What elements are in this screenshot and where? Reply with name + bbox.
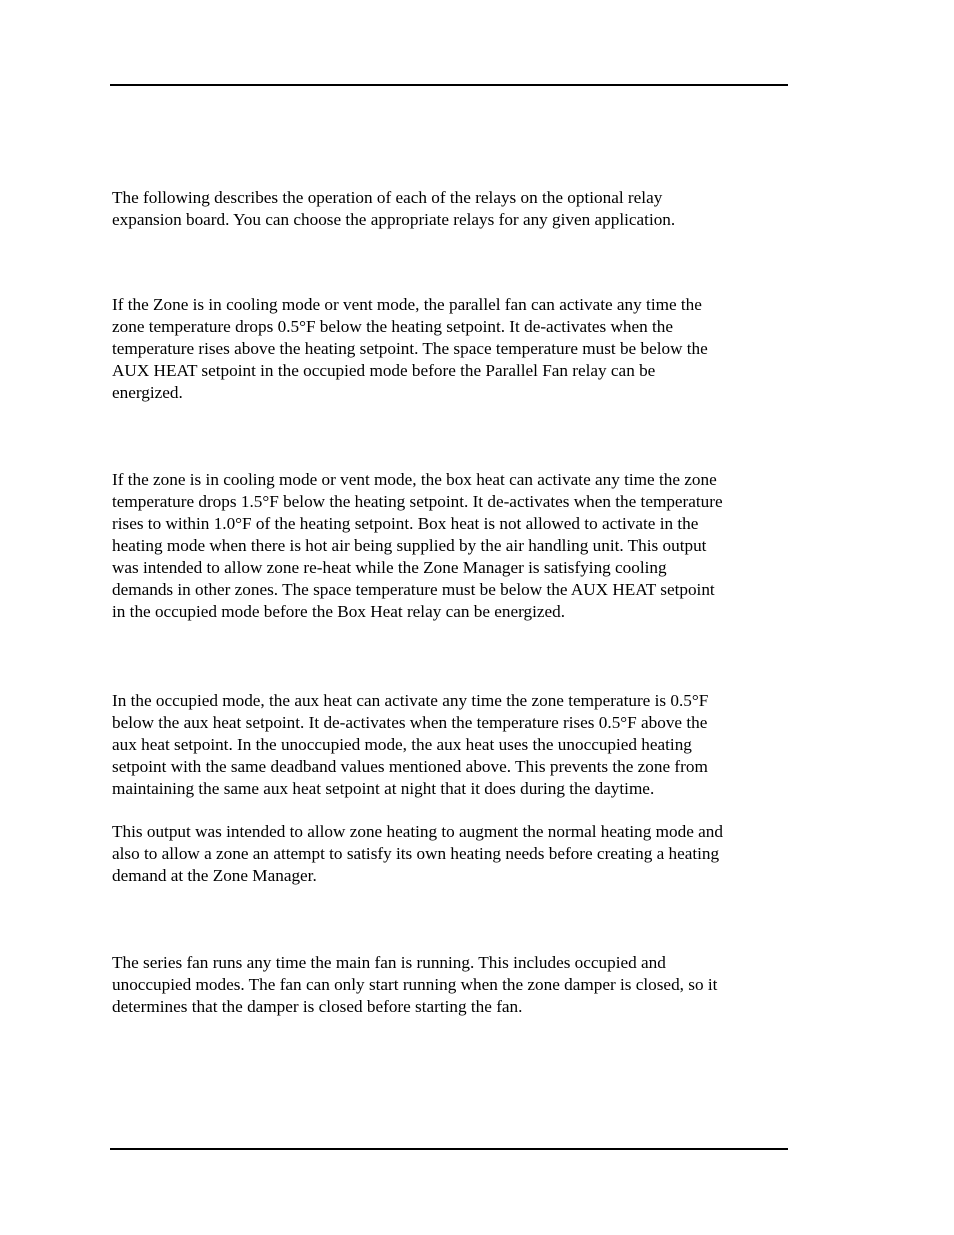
intro-paragraph: The following describes the operation of each of the relays on the optional relay expansion board. You can choose the appropriate relays for any given application. [112,188,676,229]
header-rule [110,84,788,86]
box-heat-paragraph: If the zone is in cooling mode or vent mode, the box heat can activate any time the zone temperature drops 1.5°F below the heating setpoint. It de-activates when the temperature rises to within 1.0°F of the heating setpoint. Box heat is not allowed to activate in the heating mode when there is hot air being supplied by the air handling unit. This output was intended to allow zone re-heat while the Zone Manager is satisfying cooling demands in other zones. The space temperature must be below the AUX HEAT setpoint in the occupied mode before the Box Heat relay can be energized. [112,470,723,621]
aux-heat-paragraph: In the occupied mode, the aux heat can activate any time the zone temperature is 0.5°F below the aux heat setpoint. It de-activates when the temperature rises 0.5°F above the aux heat setpoint. In the unoccupied mode, the aux heat uses the unoccupied heating setpoint with the same deadband values mentioned above. This prevents the zone from maintaining the same aux heat setpoint at night that it does during the daytime. [112,691,709,798]
footer-rule [110,1148,788,1150]
series-fan-paragraph: The series fan runs any time the main fan is running. This includes occupied and unoccupied modes. The fan can only start running when the zone damper is closed, so it determines that the damper is closed before starting the fan. [112,953,718,1016]
aux-heat-purpose-paragraph: This output was intended to allow zone heating to augment the normal heating mode and also to allow a zone an attempt to satisfy its own heating needs before creating a heating demand at the Zone Manager. [112,822,723,885]
parallel-fan-paragraph: If the Zone is in cooling mode or vent mode, the parallel fan can activate any time the zone temperature drops 0.5°F below the heating setpoint. It de-activates when the temperature rises above the heating setpoint. The space temperature must be below the AUX HEAT setpoint in the occupied mode before the Parallel Fan relay can be energized. [112,295,708,402]
